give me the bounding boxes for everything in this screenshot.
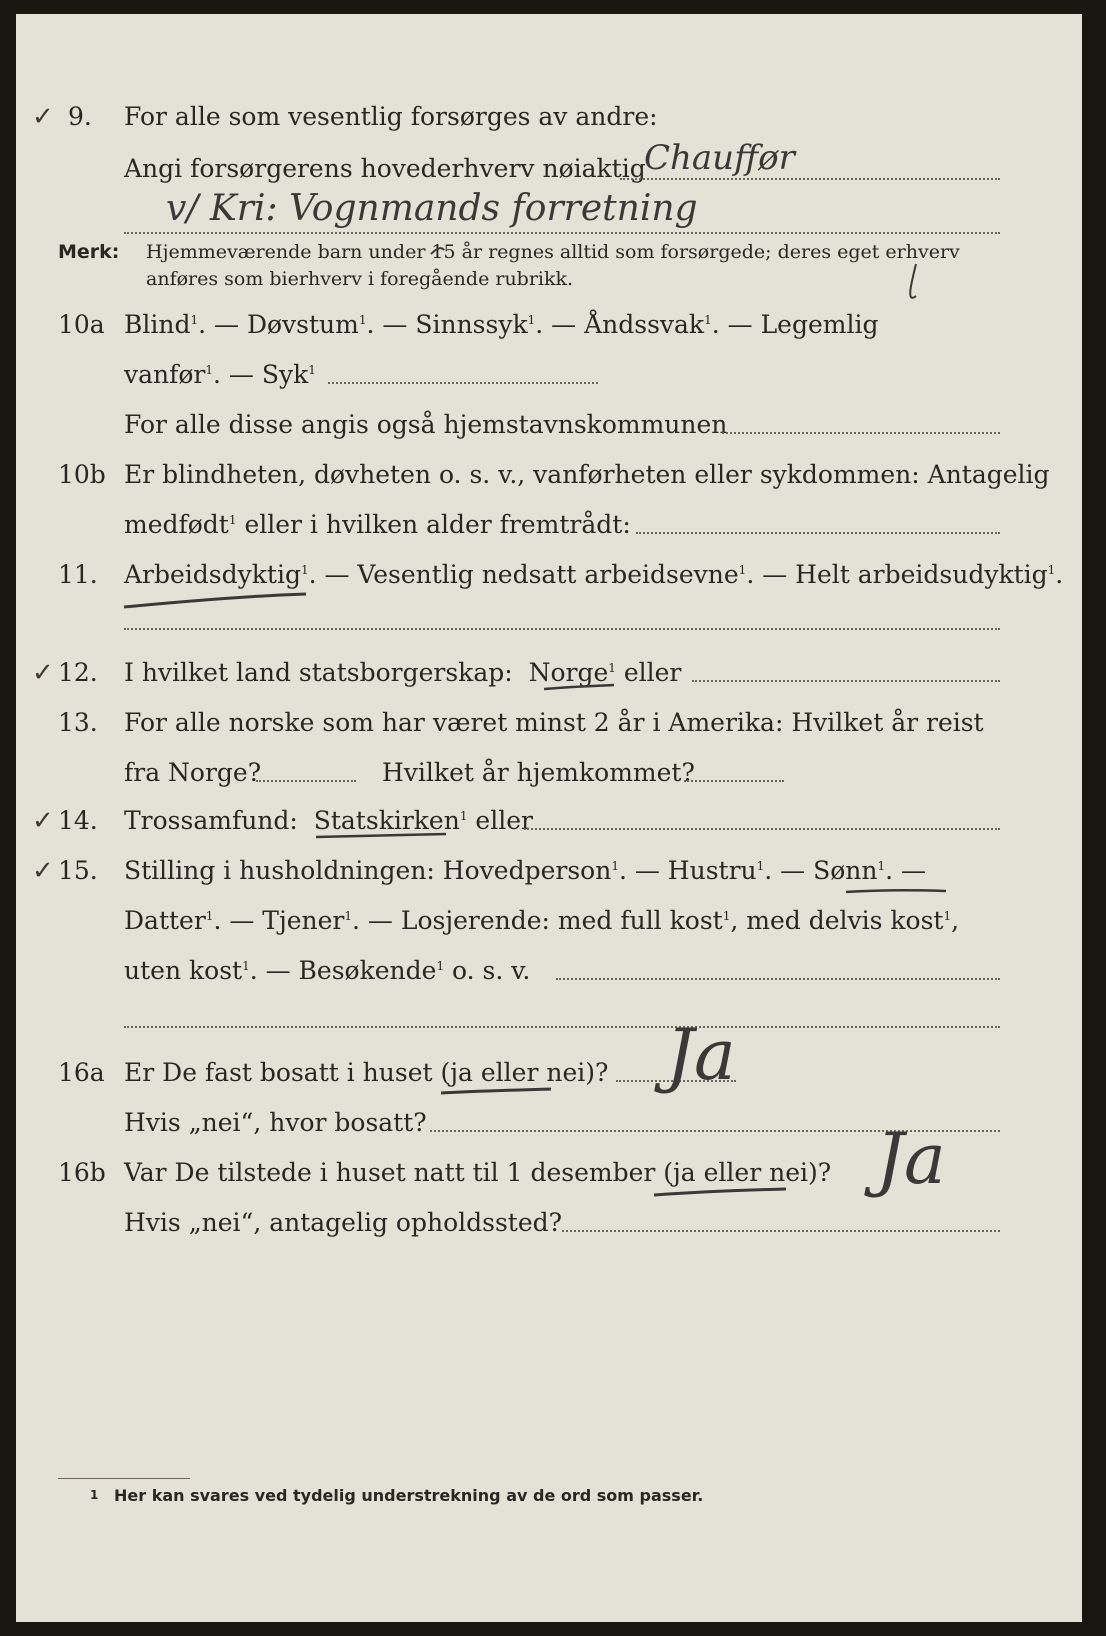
item-13-line1: For alle norske som har været minst 2 år i Amerika: Hvilket år reist — [124, 708, 984, 737]
footnote-rule — [58, 1478, 190, 1479]
item-10a-line1: Blind$^1$. — Døvstum$^1$. — Sinnssyk$^1$. — Åndssvak$^1$. — Legemlig — [124, 310, 879, 339]
census-form-page — [16, 14, 1082, 1622]
answer-line — [328, 382, 598, 384]
check-mark-icon: ✓ — [32, 856, 54, 886]
item-number: 9. — [68, 102, 92, 131]
item-10b-line1: Er blindheten, døvheten o. s. v., vanførheten eller sykdommen: Antagelig — [124, 460, 1050, 489]
note-label: Merk: — [58, 241, 120, 263]
item-16a-line2: Hvis „nei“, hvor bosatt? — [124, 1108, 427, 1137]
item-16a-line1: Er De fast bosatt i huset (ja eller nei)? — [124, 1058, 609, 1087]
answer-line — [684, 780, 784, 782]
item-number: 12. — [58, 658, 98, 687]
item-number: 14. — [58, 806, 98, 835]
check-mark-icon: ✓ — [32, 658, 54, 688]
item-number: 15. — [58, 856, 98, 885]
answer-line — [124, 1026, 1000, 1028]
check-mark-icon: ✓ — [32, 102, 54, 132]
answer-line — [692, 680, 1000, 682]
item-11-line1: Arbeidsdyktig$^1$. — Vesentlig nedsatt arbeidsevne$^1$. — Helt arbeidsudyktig$^1$. — [124, 560, 1064, 589]
check-mark-icon: ✓ — [32, 806, 54, 836]
answer-line — [124, 232, 1000, 234]
answer-line — [620, 178, 1000, 180]
item-10a-line3: For alle disse angis også hjemstavnskommunen — [124, 410, 728, 439]
item-number: 16a — [58, 1058, 105, 1087]
item-number: 10a — [58, 310, 105, 339]
item-15-line2: Datter$^1$. — Tjener$^1$. — Losjerende: med full kost$^1$, med delvis kost$^1$, — [124, 906, 960, 935]
item-15-line1: Stilling i husholdningen: Hovedperson$^1$. — Hustru$^1$. — Sønn$^1$. — — [124, 856, 927, 885]
item-9-line1: For alle som vesentlig forsørges av andre: — [124, 102, 658, 131]
answer-line — [722, 432, 1000, 434]
item-10a-line2: vanfør$^1$. — Syk$^1$ — [124, 360, 316, 389]
item-16b-line2: Hvis „nei“, antagelig opholdssted? — [124, 1208, 563, 1237]
footnote-marker: 1 — [90, 1488, 99, 1502]
item-13-line2a: fra Norge? — [124, 758, 262, 787]
item-9-line2: Angi forsørgerens hovederhverv nøiaktig — [124, 154, 646, 183]
item-14-line1: Trossamfund: Statskirken$^1$ eller — [124, 806, 533, 835]
item-13-line2b: Hvilket år hjemkommet? — [382, 758, 695, 787]
answer-line — [124, 628, 1000, 630]
handwritten-answer: Chauffør — [644, 138, 795, 178]
answer-line — [636, 532, 1000, 534]
note-text: anføres som bierhverv i foregående rubrikk. — [146, 268, 574, 290]
handwritten-answer: Ja — [876, 1118, 946, 1200]
item-12-line1: I hvilket land statsborgerskap: Norge$^1$ eller — [124, 658, 682, 687]
answer-line — [562, 1230, 1000, 1232]
item-number: 16b — [58, 1158, 106, 1187]
item-number: 11. — [58, 560, 98, 589]
item-16b-line1: Var De tilstede i huset natt til 1 desember (ja eller nei)? — [124, 1158, 832, 1187]
item-number: 10b — [58, 460, 106, 489]
note-text: Hjemmeværende barn under 15 år regnes alltid som forsørgede; deres eget erhverv — [146, 241, 960, 263]
answer-line — [524, 828, 1000, 830]
handwritten-answer: v/ Kri: Vognmands forretning — [166, 188, 698, 229]
footnote-text: Her kan svares ved tydelig understrekning av de ord som passer. — [114, 1486, 704, 1505]
item-number: 13. — [58, 708, 98, 737]
answer-line — [556, 978, 1000, 980]
item-10b-line2: medfødt$^1$ eller i hvilken alder fremtrådt: — [124, 510, 631, 539]
answer-line — [256, 780, 356, 782]
item-15-line3: uten kost$^1$. — Besøkende$^1$ o. s. v. — [124, 956, 531, 985]
handwritten-answer: Ja — [666, 1014, 736, 1096]
